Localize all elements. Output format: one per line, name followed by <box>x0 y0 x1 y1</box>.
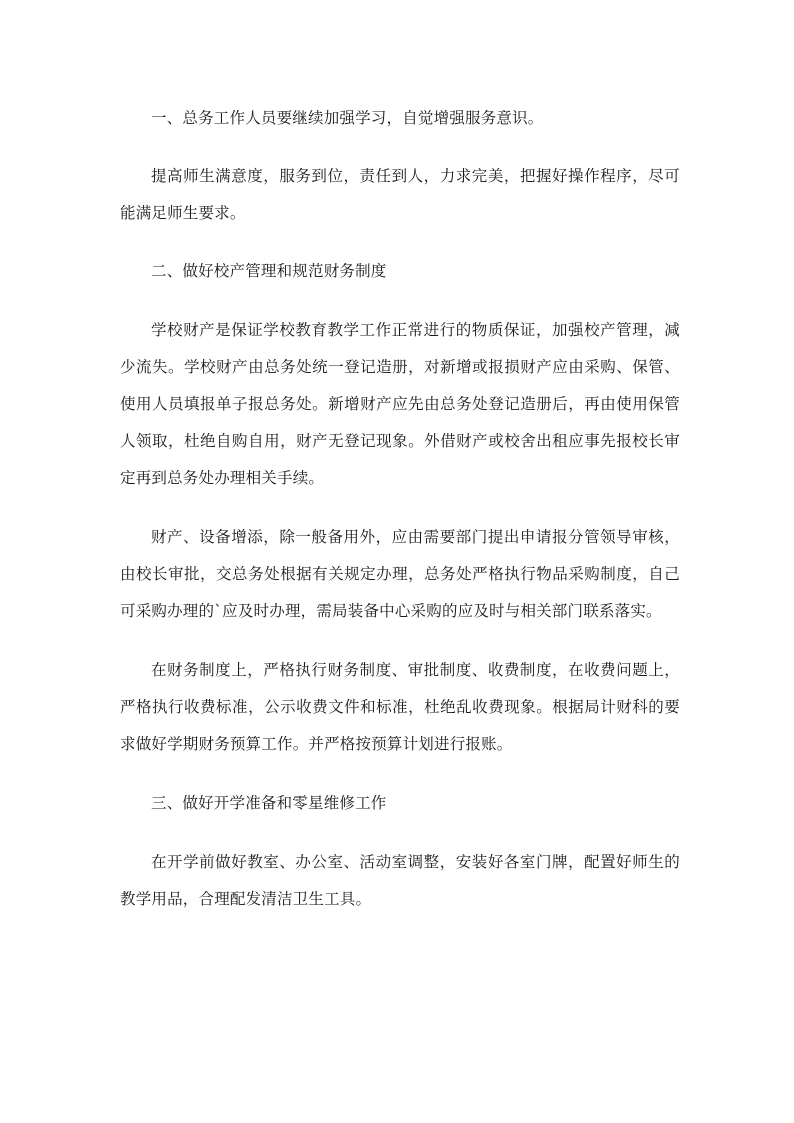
paragraph-equipment: 财产、设备增添，除一般备用外，应由需要部门提出申请报分管领导审核，由校长审批，交总务处根据有关规定办理，总务处严格执行物品采购制度，自己可采购办理的`应及时办理，需局装备中心采购的应及时与相关部门联系落实。 <box>120 528 680 620</box>
document-body <box>120 100 680 918</box>
section-heading-3: 三、做好开学准备和零星维修工作 <box>151 794 387 812</box>
paragraph-school-property: 学校财产是保证学校教育教学工作正常进行的物质保证，加强校产管理，减少流失。学校财产由总务处统一登记造册，对新增或报损财产应由采购、保管、使用人员填报单子报总务处。新增财产应先由总务处登记造册后，再由使用保管人领取，杜绝自购自用，财产无登记现象。外借财产或校舍出租应事先报校长审定再到总务处办理相关手续。 <box>120 321 680 487</box>
section-heading-2: 二、做好校产管理和规范财务制度 <box>151 262 387 280</box>
paragraph-finance: 在财务制度上，严格执行财务制度、审批制度、收费制度，在收费问题上，严格执行收费标准，公示收费文件和标准，杜绝乱收费现象。根据局计财科的要求做好学期财务预算工作。并严格按预算计划进行报账。 <box>120 661 680 753</box>
paragraph-preparation: 在开学前做好教室、办公室、活动室调整，安装好各室门牌，配置好师生的教学用品，合理配发清洁卫生工具。 <box>120 853 680 908</box>
section-heading-1: 一、总务工作人员要继续加强学习，自觉增强服务意识。 <box>151 109 544 127</box>
paragraph-satisfaction: 提高师生满意度，服务到位，责任到人，力求完美，把握好操作程序，尽可能满足师生要求。 <box>120 167 680 222</box>
